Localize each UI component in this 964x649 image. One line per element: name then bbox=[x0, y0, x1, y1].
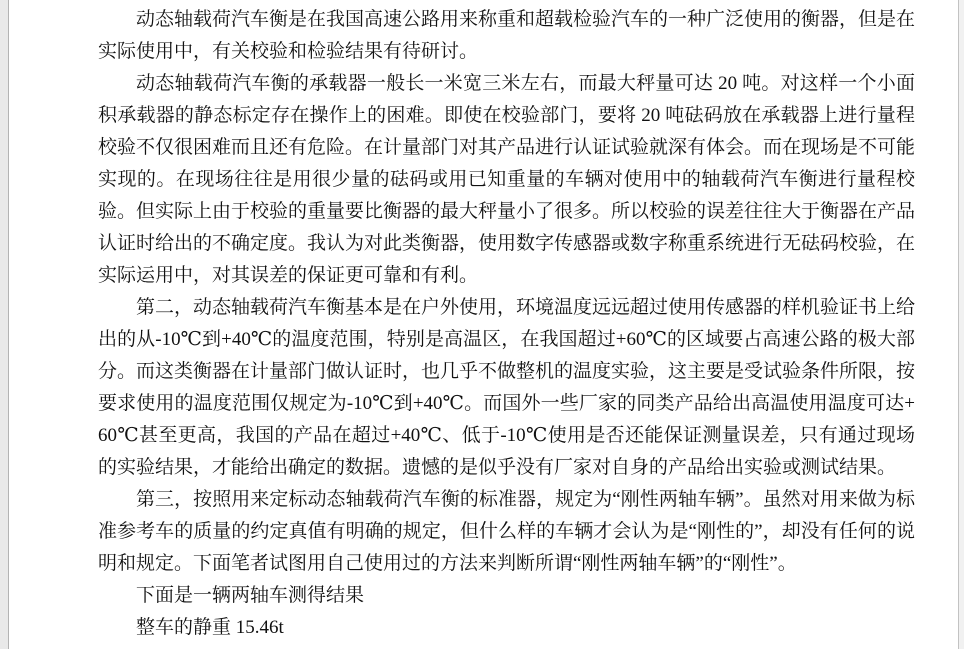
paragraph-third-point-rigidity: 第三，按照用来定标动态轴载荷汽车衡的标准器，规定为“刚性两轴车辆”。虽然对用来做为标准参考车的质量的约定真值有明确的规定，但什么样的车辆才会认为是“刚性的”，却没有任何的说明和规定。下面笔者试图用自己使用过的方法来判断所谓“刚性两轴车辆”的“刚性”。 bbox=[98, 489, 915, 574]
paragraph-calibration-difficulty: 动态轴载荷汽车衡的承载器一般长一米宽三米左右，而最大秤量可达 20 吨。对这样一个小面积承载器的静态标定存在操作上的困难。即使在校验部门，要将 20 吨砝码放在承载器上进行量程校验不仅很困难而且还有危险。在计量部门对其产品进行认证试验就深有体会。而在现场是不可能实现的。在现场往往是用很少量的砝码或用已知重量的车辆对使用中的轴载荷汽车衡进行量程校验。但实际上由于校验的重量要比衡器的最大秤量小了很多。所以校验的误差往往大于衡器在产品认证时给出的不确定度。我认为对此类衡器，使用数字传感器或数字称重系统进行无砝码校验，在实际运用中，对其误差的保证更可靠和有利。 bbox=[98, 73, 916, 286]
paragraph-test-result-intro: 下面是一辆两轴车测得结果 bbox=[136, 585, 365, 606]
paragraph-second-point-temperature: 第二，动态轴载荷汽车衡基本是在户外使用，环境温度远远超过使用传感器的样机验证书上给出的从-10℃到+40℃的温度范围，特别是高温区，在我国超过+60℃的区域要占高速公路的极大部分。而这类衡器在计量部门做认证时，也几乎不做整机的温度实验，这主要是受试验条件所限，按要求使用的温度范围仅规定为-10℃到+40℃。而国外一些厂家的同类产品给出高温使用温度可达+60℃甚至更高，我国的产品在超过+40℃、低于-10℃使用是否还能保证测量误差，只有通过现场的实验结果，才能给出确定的数据。遗憾的是似乎没有厂家对自身的产品给出实验或测试结果。 bbox=[98, 297, 916, 478]
paragraph-intro: 动态轴载荷汽车衡是在我国高速公路用来称重和超载检验汽车的一种广泛使用的衡器，但是在实际使用中，有关校验和检验结果有待研讨。 bbox=[98, 9, 916, 62]
page-left-edge bbox=[0, 0, 9, 649]
document-body bbox=[98, 4, 915, 644]
page-right-edge bbox=[958, 0, 964, 649]
paragraph-static-weight: 整车的静重 15.46t bbox=[136, 617, 284, 638]
